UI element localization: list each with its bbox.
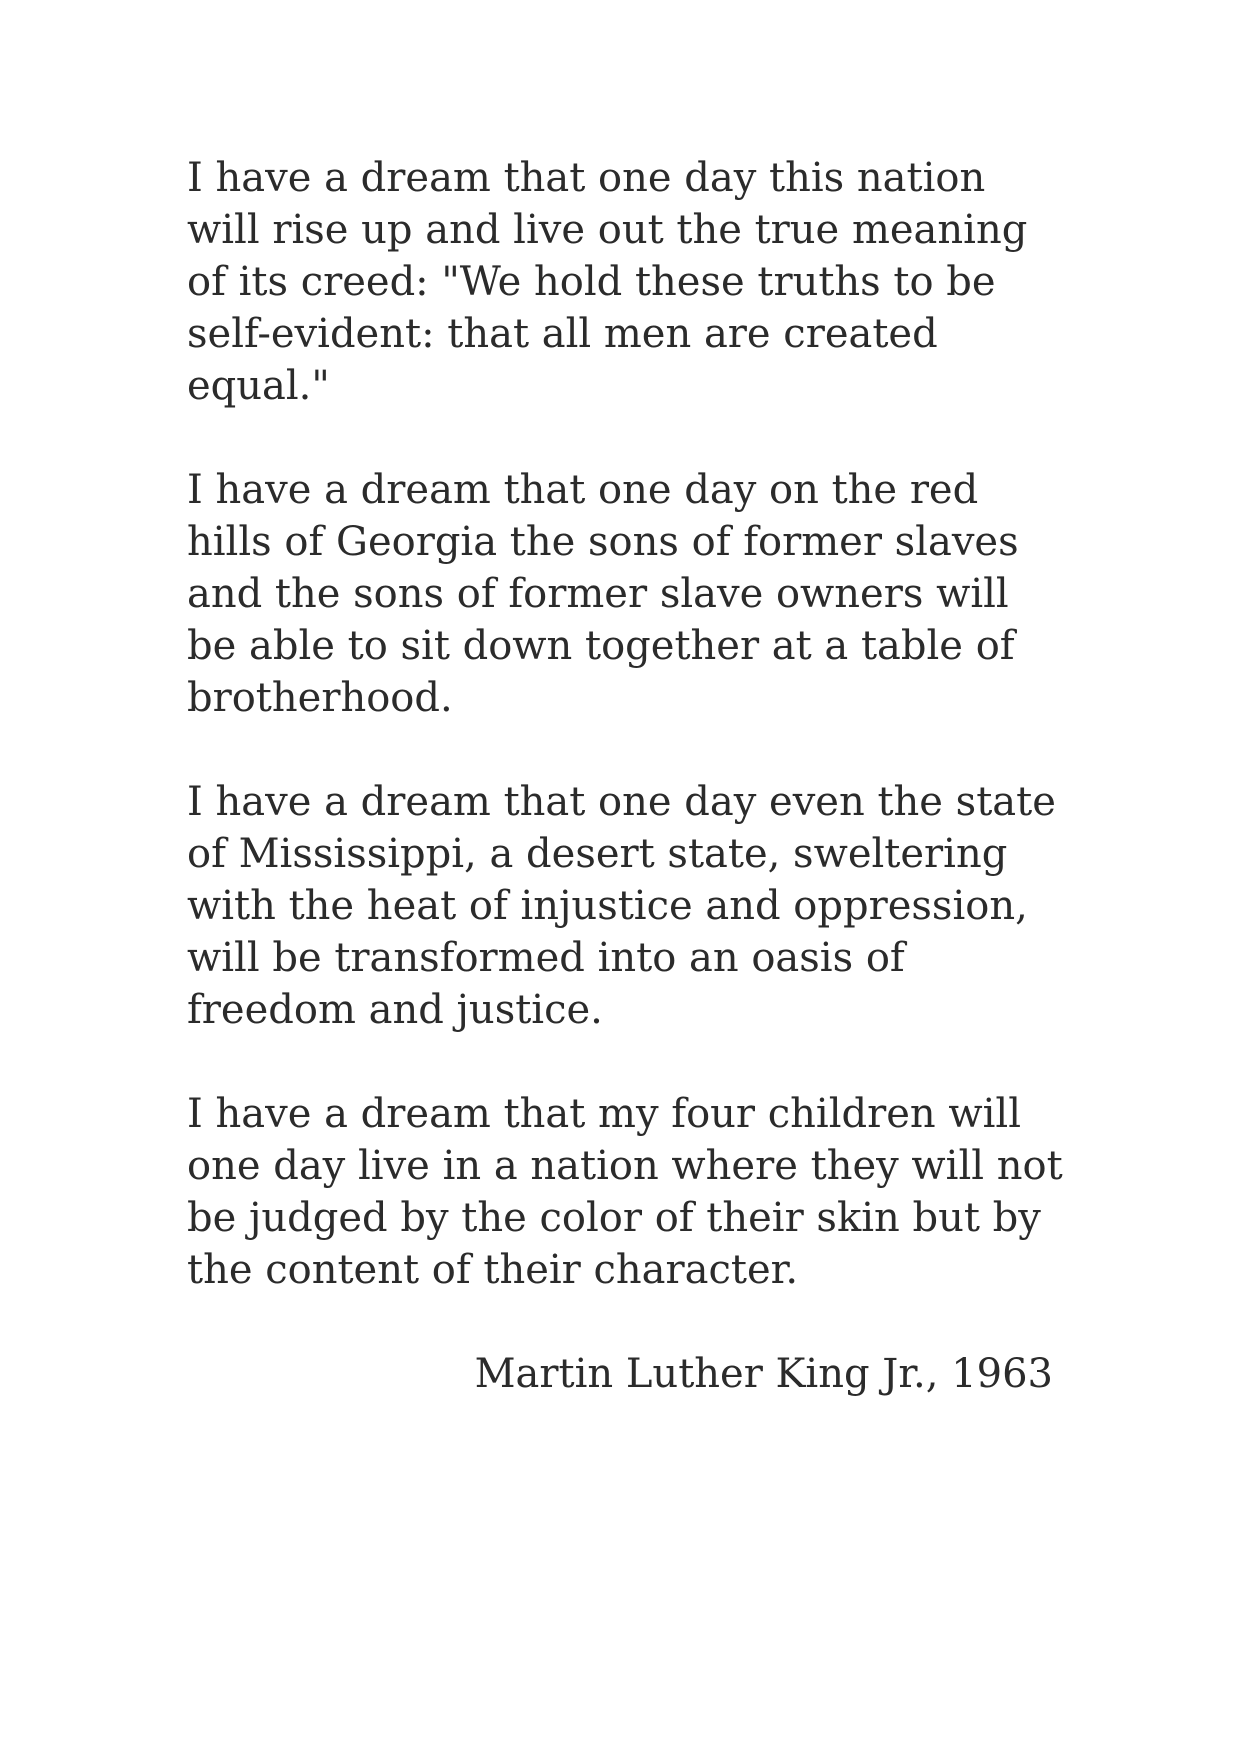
paragraph-line: and the sons of former slave owners will [187,571,1009,617]
paragraph-line: I have a dream that one day this nation [187,155,986,201]
paragraph-line: equal." [187,363,330,409]
paragraph-line: freedom and justice. [187,987,603,1033]
paragraph-4 [187,1088,1067,1296]
paragraph-3 [187,776,1067,1036]
paragraph-line: will rise up and live out the true meaning [187,207,1028,253]
speech-excerpt [187,152,1067,1400]
paragraph-line: of its creed: "We hold these truths to be [187,259,996,305]
paragraph-line: be judged by the color of their skin but by [187,1195,1041,1241]
paragraph-line: one day live in a nation where they will not [187,1143,1063,1189]
paragraph-line: the content of their character. [187,1247,799,1293]
paragraph-2 [187,464,1067,724]
paragraph-line: brotherhood. [187,675,453,721]
paragraph-line: I have a dream that one day even the state [187,779,1056,825]
paragraph-line: I have a dream that my four children will [187,1091,1022,1137]
paragraph-line: will be transformed into an oasis of [187,935,905,981]
paragraph-1 [187,152,1067,412]
paragraph-line: of Mississippi, a desert state, sweltering [187,831,1008,877]
paragraph-line: with the heat of injustice and oppression, [187,883,1028,929]
attribution: Martin Luther King Jr., 1963 [474,1351,1053,1397]
paragraph-line: hills of Georgia the sons of former slaves [187,519,1019,565]
paragraph-line: I have a dream that one day on the red [187,467,979,513]
paragraph-line: self-evident: that all men are created [187,311,938,357]
paragraph-line: be able to sit down together at a table of [187,623,1015,669]
